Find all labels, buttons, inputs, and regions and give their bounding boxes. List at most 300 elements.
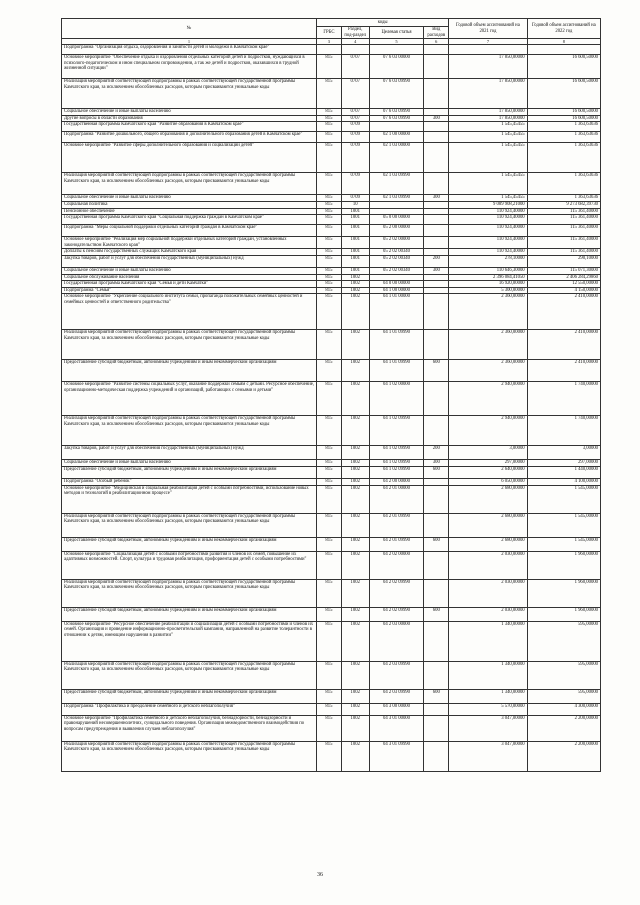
row-grbs: 815 [317,485,342,513]
header-grbs: ГРБС [317,27,342,39]
row-target-item [369,45,424,55]
row-expense-type: 600 [424,689,449,703]
table-row [62,255,601,267]
row-section: 1002 [341,416,369,446]
row-section: 1002 [341,466,369,478]
row-expense-type [424,237,449,249]
row-amount-2021: 17 850,00000 [449,115,527,122]
row-target-item: 05 2 00 00000 [369,225,424,237]
row-name: Основное мероприятие "Обеспечение отдыха и оздоровления отдельных категорий детей и подростков, нуждающихся в психолого-педагогическом и ином специальном сопровождении, а так же детей и подростков, оказавшихся в трудной жизненной ситуации" [62,55,317,79]
row-amount-2022: 4 100,00000 [527,478,600,485]
row-name: Основное мероприятие "Ресурсное обеспечение реабилитации и социализации детей с особыми потребностями и членов их семей. Организация и проведение информационно-просветительской кампании, направленной на развитие толерантности в отношении к детям, имеющим нарушения в развитии" [62,621,317,661]
row-amount-2022: 115 071,30000 [527,267,600,274]
row-grbs: 815 [317,360,342,382]
row-amount-2021: 2 360,00000 [449,294,527,330]
row-grbs: 815 [317,621,342,661]
row-target-item: 04 0 00 00000 [369,281,424,288]
row-section: 1002 [341,281,369,288]
row-name: Подпрограмма "Профилактика и преодоление семейного и детского неблагополучия" [62,703,317,715]
row-grbs: 815 [317,215,342,225]
row-name: Доплаты к пенсиям государственных служащих Камчатского края [62,249,317,256]
row-amount-2021: 17 850,00000 [449,55,527,79]
row-grbs: 815 [317,607,342,621]
row-expense-type [424,382,449,416]
row-section: 1001 [341,237,369,249]
row-target-item: 04 2 03 09990 [369,661,424,689]
row-target-item: 02 1 03 00000 [369,143,424,173]
row-expense-type [424,55,449,79]
header-num: № [62,19,317,39]
row-target-item: 07 6 03 09990 [369,115,424,122]
row-amount-2022: 1 363,63636 [527,132,600,143]
row-section: 1002 [341,661,369,689]
row-grbs: 815 [317,195,342,202]
row-target-item: 04 2 02 09990 [369,607,424,621]
row-grbs: 815 [317,143,342,173]
row-grbs: 815 [317,132,342,143]
row-name: Государственная программа Камчатского края "Развитие образования в Камчатском крае" [62,122,317,132]
table-row [62,703,601,715]
row-expense-type [424,513,449,537]
row-name: Подпрограмма "Семья" [62,287,317,294]
table-row [62,478,601,485]
row-amount-2021: 1 545,45455 [449,173,527,195]
row-amount-2022: 1 960,00000 [527,607,600,621]
row-target-item: 04 3 00 00000 [369,703,424,715]
row-grbs: 815 [317,201,342,208]
row-amount-2021: 9 089 908,21000 [449,201,527,208]
table-row [62,607,601,621]
row-amount-2022: 297,00000 [527,460,600,467]
row-section: 0707 [341,109,369,116]
row-name: Социальное обеспечение и иные выплаты населению [62,109,317,116]
row-name: Реализация мероприятий соответствующей подпрограммы в рамках соответствующей государственной программы Камчатского края, за исключением обособленных расходов, которым присваиваются уникальные коды [62,416,317,446]
row-amount-2021: 2 680,00000 [449,513,527,537]
row-expense-type [424,215,449,225]
row-section: 1002 [341,460,369,467]
row-target-item: 04 3 01 00000 [369,715,424,741]
row-amount-2022: 595,00000 [527,661,600,689]
row-section: 1001 [341,225,369,237]
row-amount-2022: 115 361,40000 [527,249,600,256]
row-name: Социальная политика [62,201,317,208]
row-grbs: 815 [317,173,342,195]
table-row [62,55,601,79]
row-amount-2022: 1 545,00000 [527,537,600,551]
row-grbs: 815 [317,274,342,281]
row-expense-type: 300 [424,115,449,122]
row-target-item [369,122,424,132]
header-expense-type: Вид расходов [424,27,449,39]
row-amount-2022 [527,45,600,55]
row-amount-2021: 110 924,40000 [449,225,527,237]
row-amount-2021: 2 030,00000 [449,579,527,607]
row-expense-type [424,249,449,256]
row-section: 1002 [341,274,369,281]
row-section: 1002 [341,446,369,460]
row-expense-type [424,225,449,237]
row-grbs: 815 [317,55,342,79]
row-amount-2022: 1 363,63636 [527,195,600,202]
table-row [62,267,601,274]
row-section: 0707 [341,79,369,109]
row-amount-2021: 2 940,00000 [449,416,527,446]
row-target-item: 05 0 00 00000 [369,215,424,225]
header-target-item: Целевая статья [369,27,424,39]
row-section: 1002 [341,478,369,485]
table-row [62,360,601,382]
row-amount-2021: 2 680,00000 [449,537,527,551]
row-amount-2022: 2 410,00000 [527,360,600,382]
row-amount-2022: 16 600,50000 [527,55,600,79]
row-amount-2021: 1 545,45455 [449,132,527,143]
row-expense-type: 600 [424,466,449,478]
row-expense-type [424,551,449,579]
row-expense-type [424,173,449,195]
row-section: 1002 [341,621,369,661]
row-name: Реализация мероприятий соответствующей подпрограммы в рамках соответствующей государственной программы Камчатского края, за исключением обособленных расходов, которым присваиваются уникальные коды [62,741,317,771]
row-section: 1002 [341,513,369,537]
row-expense-type [424,416,449,446]
row-grbs: 815 [317,255,342,267]
row-target-item: 02 1 03 09990 [369,195,424,202]
table-row [62,689,601,703]
row-target-item: 04 2 00 00000 [369,478,424,485]
row-section: 0709 [341,195,369,202]
table-row [62,294,601,330]
row-target-item: 04 2 01 09990 [369,513,424,537]
row-expense-type: 600 [424,537,449,551]
table-row [62,466,601,478]
row-name: Подпрограмма "Особый ребенок" [62,478,317,485]
table-row [62,537,601,551]
row-name: Реализация мероприятий соответствующей подпрограммы в рамках соответствующей государственной программы Камчатского края, за исключением обособленных расходов, которым присваиваются уникальные коды [62,579,317,607]
row-name: Реализация мероприятий соответствующей подпрограммы в рамках соответствующей государственной программы Камчатского края, за исключением обособленных расходов, которым присваиваются уникальные коды [62,330,317,360]
table-row [62,460,601,467]
row-expense-type: 300 [424,267,449,274]
row-amount-2022: 290,10000 [527,255,600,267]
row-name: Основное мероприятие "Реализация мер социальной поддержки отдельных категорий граждан, установленных законодательством Камчатского края" [62,237,317,249]
row-expense-type: 600 [424,360,449,382]
row-name: Основное мероприятие "Профилактика семейного и детского неблагополучия, безнадзорности, безнадзорности и правонарушений несовершеннолетних, суицидального поведения. Организация межведомственного взаимодействия по вопросам предупреждения и выявления случаев неблагополучия" [62,715,317,741]
table-row [62,208,601,215]
row-name: Реализация мероприятий соответствующей подпрограммы в рамках соответствующей государственной программы Камчатского края, за исключением обособленных расходов, которым присваиваются уникальные коды [62,661,317,689]
row-grbs: 815 [317,382,342,416]
row-grbs: 815 [317,416,342,446]
row-target-item: 04 1 00 00000 [369,287,424,294]
row-name: Основное мероприятие "Развитие системы социальных услуг, оказание поддержки семьям с детьми. Ресурсное обеспечение, организационно-методическая поддержка учреждений и организаций, работающих с семьями и детьми" [62,382,317,416]
row-target-item: 04 1 02 09990 [369,460,424,467]
table-row [62,715,601,741]
table-row [62,195,601,202]
row-target-item: 04 1 02 09990 [369,466,424,478]
row-amount-2021: 110 924,40000 [449,249,527,256]
row-name: Основное мероприятие "Медицинская и социальная реабилитация детей с особыми потребностями, использование новых методов и технологий в реабилитационном процессе" [62,485,317,513]
row-amount-2022: 2 200,00000 [527,715,600,741]
row-target-item: 07 6 03 09990 [369,79,424,109]
row-target-item [369,274,424,281]
header-year-2021: Годовой объем ассигнований на 2021 год [449,19,527,39]
row-grbs: 815 [317,225,342,237]
row-amount-2021: 110 924,40000 [449,215,527,225]
table-row [62,287,601,294]
row-amount-2021: 6 050,00000 [449,478,527,485]
row-grbs: 815 [317,115,342,122]
row-amount-2021: 16 920,00000 [449,281,527,288]
row-name: Социальное обеспечение и иные выплаты населению [62,460,317,467]
row-amount-2022: 9 273 682,39730 [527,201,600,208]
row-amount-2021: 1 545,45455 [449,143,527,173]
row-name: Предоставление субсидий бюджетным, автономным учреждениям и иным некоммерческим организациям [62,360,317,382]
row-amount-2022: 2 410,00000 [527,294,600,330]
row-name: Государственная программа Камчатского края "Семья и дети Камчатки" [62,281,317,288]
row-expense-type: 300 [424,460,449,467]
row-grbs: 815 [317,294,342,330]
row-target-item: 02 1 03 09990 [369,173,424,195]
row-section [341,45,369,55]
row-grbs: 815 [317,446,342,460]
row-name: Другие вопросы в области образования [62,115,317,122]
table-row [62,741,601,771]
row-expense-type: 200 [424,255,449,267]
row-target-item: 04 2 02 00000 [369,551,424,579]
row-section: 1002 [341,607,369,621]
row-grbs: 815 [317,661,342,689]
row-name: Подпрограмма "Меры социальной поддержки отдельных категорий граждан в Камчатском крае" [62,225,317,237]
row-grbs: 815 [317,537,342,551]
row-name: Реализация мероприятий соответствующей подпрограммы в рамках соответствующей государственной программы Камчатского края, за исключением обособленных расходов, которым присваиваются уникальные коды [62,79,317,109]
row-name: Предоставление субсидий бюджетным, автономным учреждениям и иным некоммерческим организациям [62,689,317,703]
row-name: Закупка товаров, работ и услуг для обеспечения государственных (муниципальных) нужд [62,255,317,267]
row-amount-2022: 2 406 284,29860 [527,274,600,281]
header-codes: коды [317,19,449,27]
row-grbs [317,45,342,55]
row-amount-2021: 2 030,00000 [449,551,527,579]
row-target-item: 04 2 01 00000 [369,485,424,513]
row-section: 1001 [341,255,369,267]
row-section: 1002 [341,287,369,294]
row-amount-2021: 2 680,00000 [449,485,527,513]
header-section: Раздел, под-раздел [341,27,369,39]
row-amount-2021: 1 545,45455 [449,195,527,202]
row-target-item: 05 2 02 00340 [369,255,424,267]
row-grbs: 815 [317,478,342,485]
page-number: 36 [317,872,323,878]
table-row [62,513,601,537]
row-section: 1001 [341,215,369,225]
row-expense-type [424,208,449,215]
row-grbs: 815 [317,79,342,109]
row-amount-2021: 110 924,40000 [449,208,527,215]
table-row [62,115,601,122]
table-row [62,281,601,288]
row-section: 0709 [341,143,369,173]
row-amount-2021: 17 850,00000 [449,79,527,109]
table-row [62,579,601,607]
row-grbs: 815 [317,460,342,467]
row-expense-type: 300 [424,195,449,202]
row-name: Основное мероприятие "Развитие сферы дополнительного образования и социализации детей" [62,143,317,173]
row-grbs: 815 [317,122,342,132]
row-expense-type [424,330,449,360]
row-expense-type [424,485,449,513]
row-section: 0709 [341,122,369,132]
row-section: 0707 [341,115,369,122]
row-target-item: 04 2 01 09990 [369,537,424,551]
row-target-item: 05 2 02 00340 [369,249,424,256]
row-target-item: 07 6 03 00000 [369,55,424,79]
row-section: 1002 [341,382,369,416]
row-name: Социальное обеспечение и иные выплаты населению [62,267,317,274]
row-amount-2022: 115 361,40000 [527,225,600,237]
row-target-item [369,208,424,215]
table-body [62,45,601,771]
row-name: Социальное обеспечение и иные выплаты населению [62,195,317,202]
row-grbs: 815 [317,287,342,294]
row-target-item: 04 1 02 09990 [369,416,424,446]
row-section: 1001 [341,208,369,215]
table-row [62,661,601,689]
row-expense-type: 600 [424,607,449,621]
row-amount-2021: 3 047,00000 [449,715,527,741]
table-row [62,416,601,446]
row-target-item: 04 1 02 09990 [369,446,424,460]
row-name: Реализация мероприятий соответствующей подпрограммы в рамках соответствующей государственной программы Камчатского края, за исключением обособленных расходов, которым присваиваются уникальные коды [62,173,317,195]
row-section: 1002 [341,330,369,360]
row-name: Пенсионное обеспечение [62,208,317,215]
row-expense-type: 200 [424,446,449,460]
table-row [62,122,601,132]
row-section: 1002 [341,537,369,551]
row-target-item: 05 2 02 00000 [369,237,424,249]
table-header [62,19,601,45]
table-row [62,237,601,249]
row-name: Социальное обслуживание населения [62,274,317,281]
row-expense-type [424,294,449,330]
table-row [62,45,601,55]
row-amount-2021: 2 030,00000 [449,607,527,621]
column-number: 8 [527,39,600,45]
row-amount-2022: 4 300,00000 [527,703,600,715]
row-amount-2021: 2 360,00000 [449,360,527,382]
table-row [62,132,601,143]
row-amount-2022: 1 740,00000 [527,416,600,446]
row-name: Закупка товаров, работ и услуг для обеспечения государственных (муниципальных) нужд [62,446,317,460]
row-grbs: 815 [317,330,342,360]
row-expense-type [424,281,449,288]
row-section: 1002 [341,360,369,382]
row-name: Государственная программа Камчатского края "Социальная поддержка граждан в Камчатском крае" [62,215,317,225]
row-amount-2022: 2 200,00000 [527,741,600,771]
row-section: 1001 [341,267,369,274]
row-section: 10 [341,201,369,208]
row-amount-2022: 1 740,00000 [527,382,600,416]
row-amount-2021: 2 640,00000 [449,466,527,478]
table-row [62,201,601,208]
row-expense-type [424,703,449,715]
row-grbs: 815 [317,466,342,478]
row-amount-2021: 2 396 084,41050 [449,274,527,281]
row-target-item: 04 3 01 09990 [369,741,424,771]
row-name: Основное мероприятие "Социализация детей с особыми потребностями развития и членов их семей, повышение их адаптивных возможностей. Спорт, культура и трудовая реабилитация, профориентация детей с особыми потребностями" [62,551,317,579]
row-amount-2022: 1 960,00000 [527,579,600,607]
row-target-item: 07 6 03 09990 [369,109,424,116]
row-amount-2022: 115 361,40000 [527,215,600,225]
row-name: Предоставление субсидий бюджетным, автономным учреждениям и иным некоммерческим организациям [62,537,317,551]
row-amount-2021: 278,10000 [449,255,527,267]
row-amount-2022: 16 600,50000 [527,115,600,122]
row-grbs: 815 [317,109,342,116]
row-amount-2022: 16 600,50000 [527,79,600,109]
table-row [62,274,601,281]
row-grbs: 815 [317,703,342,715]
row-expense-type [424,143,449,173]
column-number: 1 [62,39,317,45]
row-expense-type [424,132,449,143]
row-expense-type [424,478,449,485]
row-target-item: 04 1 01 09990 [369,360,424,382]
row-amount-2022: 1 545,00000 [527,513,600,537]
row-expense-type [424,109,449,116]
table-row [62,330,601,360]
row-amount-2021: 3,00000 [449,446,527,460]
row-amount-2022: 1 960,00000 [527,551,600,579]
row-amount-2022: 115 361,40000 [527,208,600,215]
column-number: 4 [341,39,369,45]
row-target-item: 04 1 01 00000 [369,294,424,330]
row-expense-type [424,715,449,741]
table-row [62,109,601,116]
row-amount-2022: 3,00000 [527,446,600,460]
row-expense-type [424,661,449,689]
row-target-item: 04 1 01 09990 [369,330,424,360]
row-amount-2021: 3 047,00000 [449,741,527,771]
row-target-item: 04 2 02 09990 [369,579,424,607]
row-amount-2022: 16 600,50000 [527,109,600,116]
row-amount-2021: 5 300,00000 [449,287,527,294]
row-amount-2021: 5 570,00000 [449,703,527,715]
row-expense-type [424,201,449,208]
row-amount-2021 [449,45,527,55]
table-row [62,143,601,173]
row-expense-type [424,122,449,132]
table-row [62,79,601,109]
table-row [62,446,601,460]
header-year-2022: Годовой объем ассигнований на 2022 год [527,19,600,39]
row-grbs: 815 [317,208,342,215]
row-grbs: 815 [317,513,342,537]
row-amount-2022: 2 410,00000 [527,330,600,360]
row-target-item [369,201,424,208]
row-amount-2021: 297,00000 [449,460,527,467]
table-row [62,173,601,195]
column-number: 6 [424,39,449,45]
row-amount-2022: 595,00000 [527,689,600,703]
row-grbs: 815 [317,551,342,579]
row-section: 1002 [341,715,369,741]
row-name: Подпрограмма "Организация отдыха, оздоровления и занятости детей и молодежи в Камчатском крае" [62,45,317,55]
row-expense-type [424,274,449,281]
row-grbs: 815 [317,267,342,274]
row-amount-2022: 12 550,00000 [527,281,600,288]
row-section: 1002 [341,485,369,513]
row-amount-2021: 17 850,00000 [449,109,527,116]
table-row [62,382,601,416]
row-amount-2022: 595,00000 [527,621,600,661]
row-amount-2022: 1 363,63636 [527,122,600,132]
row-section: 0709 [341,173,369,195]
row-amount-2021: 2 940,00000 [449,382,527,416]
